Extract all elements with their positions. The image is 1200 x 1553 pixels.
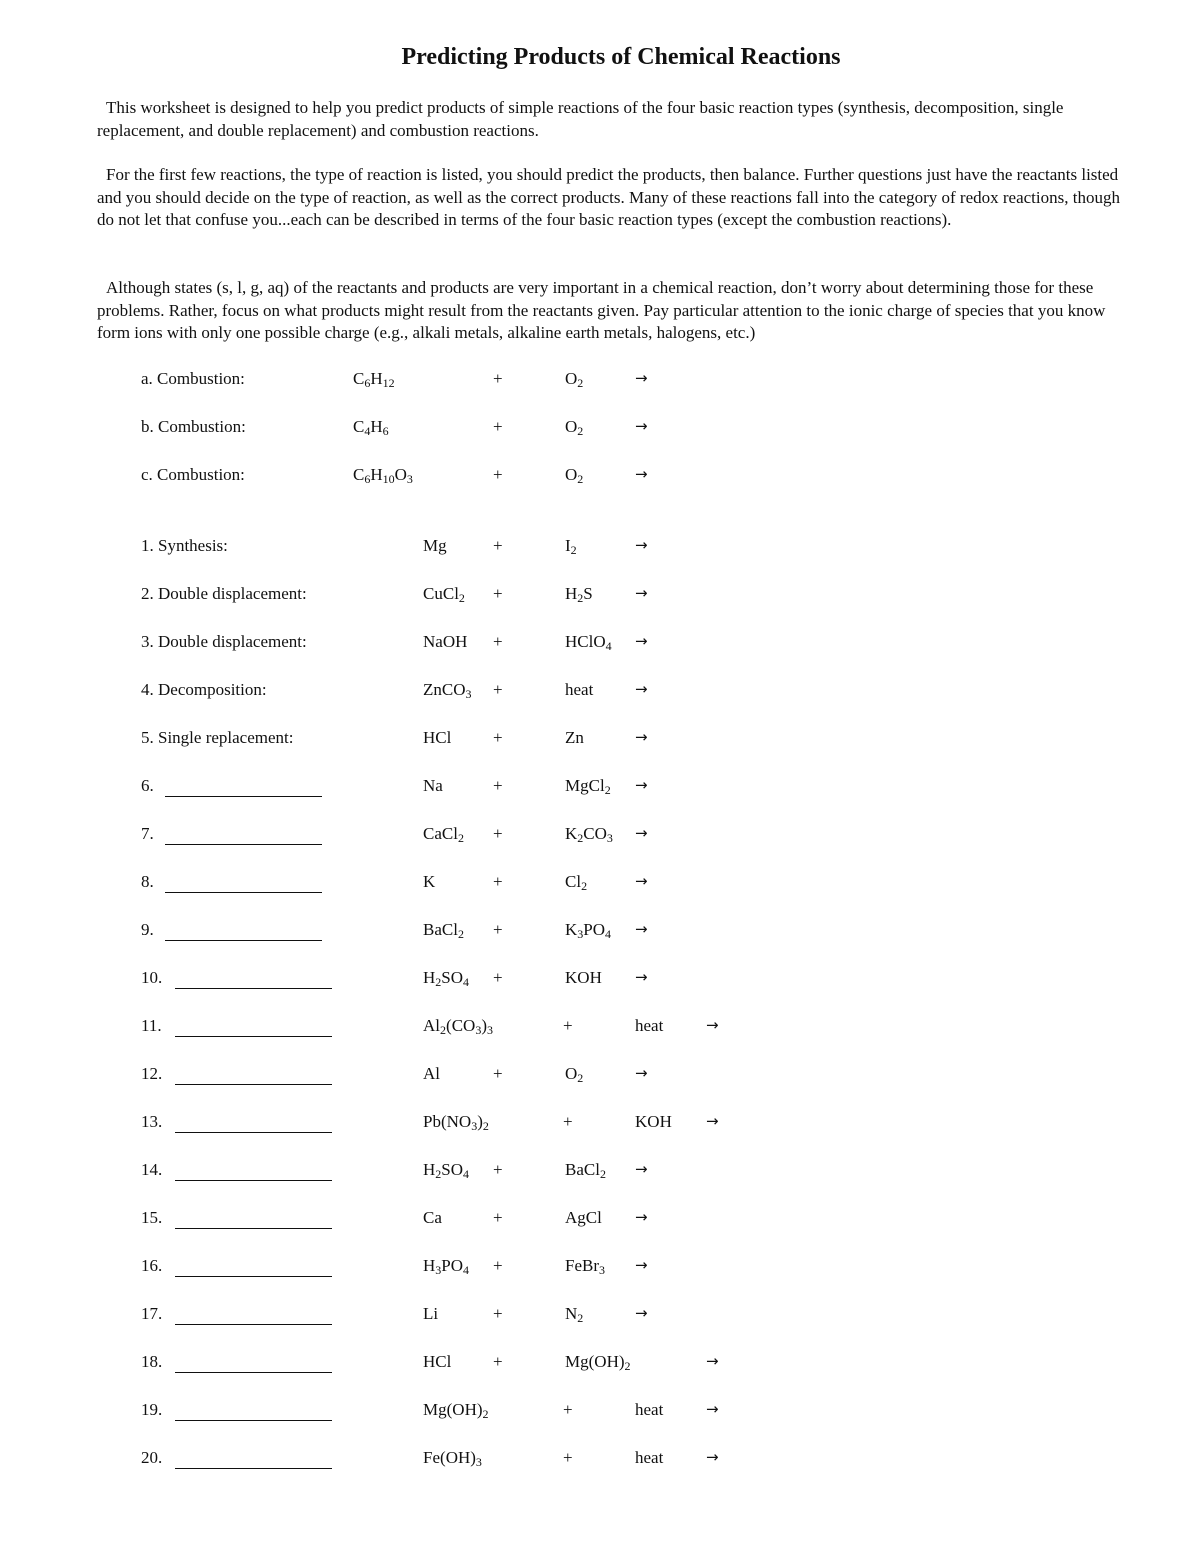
reaction-row (0, 632, 1200, 660)
reaction-type-label: c. Combustion: (141, 465, 245, 484)
reaction-row (0, 968, 1200, 996)
answer-blank[interactable] (175, 1400, 332, 1421)
reactant-2: $Mg(OH)_2$ (565, 1352, 631, 1373)
yields-arrow: → (635, 1208, 648, 1226)
answer-blank[interactable] (175, 968, 332, 989)
reaction-row (0, 1208, 1200, 1236)
reactant-1: Al (423, 1064, 441, 1083)
answer-blank[interactable] (175, 1208, 332, 1229)
reaction-row (0, 872, 1200, 900)
reaction-row (0, 1112, 1200, 1140)
reaction-type-label: 5. Single replacement: (141, 728, 294, 747)
reaction-type-label: b. Combustion: (141, 417, 246, 436)
reactant-2: $O_2$ (565, 369, 584, 390)
reactant-2: $O_2$ (565, 465, 584, 486)
plus-sign: + (493, 1160, 503, 1179)
reactant-2: $N_2$ (565, 1304, 584, 1325)
question-number: 8. (141, 872, 154, 891)
reaction-row (0, 1304, 1200, 1332)
reactant-1: Ca (423, 1208, 442, 1227)
reaction-row (0, 920, 1200, 948)
answer-blank[interactable] (165, 824, 322, 845)
answer-blank[interactable] (175, 1160, 332, 1181)
plus-sign: + (493, 1304, 503, 1323)
reactant-2: heat (635, 1448, 664, 1467)
plus-sign: + (493, 920, 503, 939)
answer-blank[interactable] (175, 1256, 332, 1277)
reactant-1: $C_6H_{12}$ (353, 369, 395, 390)
reactant-2: $K_2CO_3$ (565, 824, 613, 845)
yields-arrow: → (706, 1400, 719, 1418)
reaction-row (0, 465, 1200, 493)
reactant-1: $Pb(NO_3)_2$ (423, 1112, 489, 1133)
reaction-row (0, 1448, 1200, 1476)
reaction-row (0, 680, 1200, 708)
reactant-2: $H_2S$ (565, 584, 593, 605)
reaction-row (0, 536, 1200, 564)
yields-arrow: → (635, 968, 648, 986)
reactant-2: FeBr$_3$ (565, 1256, 606, 1277)
reactant-1: NaOH (423, 632, 468, 651)
reactant-2: heat (635, 1400, 664, 1419)
answer-blank[interactable] (165, 920, 322, 941)
reactant-2: $K_3PO_4$ (565, 920, 612, 941)
reactant-1: $C_6H_{10}O_3$ (353, 465, 413, 486)
intro-paragraph: This worksheet is designed to help you predict products of simple reactions of the four basic reaction types (synthesis, decomposition, single replacement, and double replacement) and combustion reactions. (97, 98, 1064, 140)
question-number: 20. (141, 1448, 163, 1467)
question-number: 19. (141, 1400, 163, 1419)
reactant-1: $Fe(OH)_3$ (423, 1448, 482, 1469)
reactant-1: $Al_2(CO_3)_3$ (423, 1016, 493, 1037)
reaction-type-label: 1. Synthesis: (141, 536, 228, 555)
plus-sign: + (563, 1400, 573, 1419)
plus-sign: + (563, 1448, 573, 1467)
yields-arrow: → (635, 536, 648, 554)
reactant-2: Zn (565, 728, 584, 747)
yields-arrow: → (635, 1064, 648, 1082)
reactant-2: KOH (635, 1112, 672, 1131)
plus-sign: + (563, 1016, 573, 1035)
reactant-2: KOH (565, 968, 602, 987)
question-number: 10. (141, 968, 163, 987)
reactant-2: heat (565, 680, 594, 699)
question-number: 9. (141, 920, 154, 939)
yields-arrow: → (635, 872, 648, 890)
reaction-type-label: 2. Double displacement: (141, 584, 307, 603)
yields-arrow: → (635, 417, 648, 435)
answer-blank[interactable] (175, 1016, 332, 1037)
question-number: 12. (141, 1064, 163, 1083)
plus-sign: + (493, 728, 503, 747)
yields-arrow: → (635, 680, 648, 698)
yields-arrow: → (706, 1448, 719, 1466)
answer-blank[interactable] (175, 1448, 332, 1469)
yields-arrow: → (635, 824, 648, 842)
reactant-1: ZnCO$_3$ (423, 680, 472, 701)
yields-arrow: → (635, 584, 648, 602)
answer-blank[interactable] (165, 872, 322, 893)
reactant-2: $Cl_2$ (565, 872, 588, 893)
plus-sign: + (493, 1352, 503, 1371)
plus-sign: + (493, 536, 503, 555)
worksheet-title: Predicting Products of Chemical Reactions (401, 44, 841, 70)
reactant-2: heat (635, 1016, 664, 1035)
yields-arrow: → (635, 632, 648, 650)
question-number: 6. (141, 776, 154, 795)
yields-arrow: → (706, 1112, 719, 1130)
reactant-2: MgCl$_2$ (565, 776, 611, 797)
plus-sign: + (493, 1064, 503, 1083)
reaction-row (0, 1400, 1200, 1428)
reactant-1: $H_2SO_4$ (423, 968, 470, 989)
reaction-row (0, 776, 1200, 804)
states-paragraph: Although states (s, l, g, aq) of the reactants and products are very important in a chemical reaction, don’t worry about determining those for these problems. Rather, focus on what products might result from the reactants given. Pay particular attention to the ionic charge of species that you know form ions with only one possible charge (e.g., alkali metals, alkaline earth metals, halogens, etc.) (97, 278, 1106, 342)
plus-sign: + (493, 584, 503, 603)
reaction-row (0, 417, 1200, 445)
reactant-1: Li (423, 1304, 439, 1323)
answer-blank[interactable] (175, 1352, 332, 1373)
reactant-2: HClO$_4$ (565, 632, 612, 653)
yields-arrow: → (635, 776, 648, 794)
reaction-type-label: 4. Decomposition: (141, 680, 267, 699)
plus-sign: + (493, 1208, 503, 1227)
plus-sign: + (493, 465, 503, 484)
reaction-row (0, 369, 1200, 397)
question-number: 15. (141, 1208, 163, 1227)
reaction-row (0, 1064, 1200, 1092)
answer-blank[interactable] (175, 1304, 332, 1325)
reactant-2: BaCl$_2$ (565, 1160, 606, 1181)
answer-blank[interactable] (175, 1064, 332, 1085)
yields-arrow: → (635, 1304, 648, 1322)
yields-arrow: → (635, 369, 648, 387)
plus-sign: + (563, 1112, 573, 1131)
yields-arrow: → (635, 1256, 648, 1274)
answer-blank[interactable] (175, 1112, 332, 1133)
question-number: 17. (141, 1304, 163, 1323)
yields-arrow: → (635, 920, 648, 938)
yields-arrow: → (635, 728, 648, 746)
reactant-1: $Mg(OH)_2$ (423, 1400, 489, 1421)
reaction-row (0, 1256, 1200, 1284)
reactant-1: CuCl$_2$ (423, 584, 465, 605)
reactant-2: $O_2$ (565, 1064, 584, 1085)
question-number: 16. (141, 1256, 163, 1275)
plus-sign: + (493, 776, 503, 795)
reactant-2: AgCl (565, 1208, 602, 1227)
plus-sign: + (493, 369, 503, 388)
answer-blank[interactable] (165, 776, 322, 797)
reaction-type-label: 3. Double displacement: (141, 632, 307, 651)
plus-sign: + (493, 680, 503, 699)
question-number: 18. (141, 1352, 163, 1371)
plus-sign: + (493, 968, 503, 987)
reactant-1: HCl (423, 1352, 452, 1371)
yields-arrow: → (635, 1160, 648, 1178)
reactant-1: K (423, 872, 436, 891)
reaction-row (0, 1160, 1200, 1188)
yields-arrow: → (706, 1352, 719, 1370)
reactant-1: $C_4H_6$ (353, 417, 389, 438)
reaction-type-label: a. Combustion: (141, 369, 245, 388)
reactant-1: $H_3PO_4$ (423, 1256, 470, 1277)
reactant-1: HCl (423, 728, 452, 747)
question-number: 7. (141, 824, 154, 843)
plus-sign: + (493, 1256, 503, 1275)
reaction-row (0, 1352, 1200, 1380)
reaction-row (0, 584, 1200, 612)
yields-arrow: → (635, 465, 648, 483)
question-number: 14. (141, 1160, 163, 1179)
reactant-1: $H_2SO_4$ (423, 1160, 470, 1181)
reactant-2: $O_2$ (565, 417, 584, 438)
reactant-1: CaCl$_2$ (423, 824, 464, 845)
reactant-2: $I_2$ (565, 536, 577, 557)
instructions-paragraph: For the first few reactions, the type of reaction is listed, you should predict the products, then balance. Further questions just have the reactants listed and you should decide on the type of reaction, as well as the correct products. Many of these reactions fall into the category of redox reactions, though do not let that confuse you...each can be described in terms of the four basic reaction types (except the combustion reactions). (97, 165, 1120, 229)
reactant-1: Na (423, 776, 443, 795)
yields-arrow: → (706, 1016, 719, 1034)
reactant-1: BaCl$_2$ (423, 920, 464, 941)
plus-sign: + (493, 872, 503, 891)
reaction-row (0, 1016, 1200, 1044)
reactant-1: Mg (423, 536, 447, 555)
reaction-row (0, 728, 1200, 756)
plus-sign: + (493, 824, 503, 843)
reaction-row (0, 824, 1200, 852)
plus-sign: + (493, 417, 503, 436)
plus-sign: + (493, 632, 503, 651)
question-number: 11. (141, 1016, 162, 1035)
question-number: 13. (141, 1112, 163, 1131)
